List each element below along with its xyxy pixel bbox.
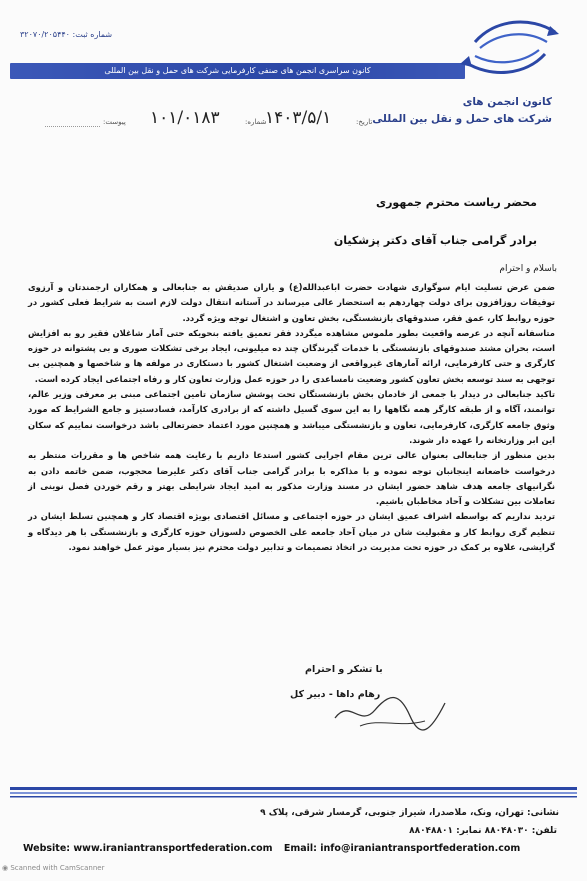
date-label: تاریخ: — [356, 118, 373, 126]
attachment-line — [45, 126, 100, 127]
header-band: کانون سراسری انجمن های صنفی کارفرمایی شرکت های حمل و نقل بین المللی — [10, 63, 465, 79]
body-paragraph-3: تاکید جنابعالی در دیدار با جمعی از خادمان بخش بازنشستگان تحت پوشش سازمان تامین اجتماعی مبنی بر معرفی وزیر عالم، توانمند، آگاه و از طبقه کارگر همه نگاهها را به این سوی گسیل داشته که از برادری کارآمد، فسادستیز و جامع الشرایط که مورد وثوق جامعه کارگری، کارفرمایی، تعاون و بازنشستگی میباشد و همچنین مورد اعتماد حضرتعالی باشد درخواست نماییم که سکان این ابر وزارتخانه را عهده دار شوند. — [28, 389, 555, 445]
camscanner-icon: ◉ — [2, 864, 11, 872]
footer-website[interactable]: Website: www.iraniantransportfederation.com — [23, 843, 273, 854]
date-value: ۱۴۰۳/۵/۱ — [265, 108, 332, 128]
org-name-line2: شرکت های حمل و نقل بین المللی — [372, 113, 552, 125]
scanner-text: Scanned with CamScanner — [10, 864, 105, 872]
federation-logo — [455, 14, 565, 84]
letter-body — [28, 280, 555, 555]
body-paragraph-2: متاسفانه آنچه در عرصه واقعیت بطور ملموس مشاهده میگردد فقر تعمیق یافته بنحویکه حتی آمار شاغلان فقیر رو به افزایش است، بحران مشتد صندوقهای بازنشستگی با خدمات گیرندگان چند ده میلیونی، ایجاد برخی تشکلات صوری و بی پشتوانه در حوزه کارگری و حتی کارفرمایی، ارائه آمارهای غیرواقعی از وضعیت اشتغال کشور با دستکاری در مولفه ها و شاخصها و همچنین بی توجهی به سند توسعه بخش تعاون کشور وضعیت نامساعدی را در حوزه عمل وزارت تعاون کار و رفاه اجتماعی ایجاد کرده است. — [28, 327, 555, 384]
footer-address: نشانی: تهران، ونک، ملاصدرا، شیراز جنوبی، گرمسار شرقی، پلاک ۹ — [260, 808, 559, 818]
addressee-title: محضر ریاست محترم جمهوری — [376, 196, 537, 209]
org-name-line1: کانون انجمن های — [462, 96, 552, 108]
signer-name: رهام داها - دبیر کل — [290, 689, 381, 700]
body-paragraph-5: تردید نداریم که بواسطه اشراف عمیق ایشان در حوزه اجتماعی و مسائل اقتصادی بویژه اقتصاد کار و همچنین تسلط ایشان در تنظیم گری روابط کار و مقبولیت شان در میان آحاد جامعه علی الخصوص دلسوزان حوزه کارگری و بازنشستگی با هر دیدگاه و گرایشی، علاوه بر کمک در حوزه تحت مدیریت در اتخاذ تصمیمات و تدابیر دولت محترم نیز بسیار موثر عمل خواهند نمود. — [28, 511, 555, 553]
footer-phone: تلفن: ۸۸۰۴۸۰۳۰ نمابر: ۸۸۰۴۸۸۰۱ — [409, 826, 557, 836]
body-paragraph-4: بدین منظور از جنابعالی بعنوان عالی ترین مقام اجرایی کشور استدعا داریم با رعایت همه شاخص ها و مقررات منتظر به درخواست خاضعانه اینجانبان توجه نموده و با مذاکره با برادر گرامی جناب آقای دکتر علیرضا محجوب، ضمن خاتمه دادن به نگرانیهای جامعه هدف شاهد حضور ایشان در مسند وزارت مذکور به امید ایجاد شرایطی بهتر و رقم خوردن فصل نوینی از تعاملات بین تشکلات و آحاد مخاطبان باشیم. — [28, 450, 555, 507]
footer-contact — [23, 843, 528, 854]
attachment-label: پیوست: — [103, 118, 126, 126]
closing: با تشکر و احترام — [305, 664, 383, 675]
footer-stripes — [10, 787, 577, 801]
number-label: شماره: — [245, 118, 267, 126]
letter-number: ۱۰۱/۰۱۸۳ — [150, 108, 220, 128]
addressee-name: برادر گرامی جناب آقای دکتر پزشکیان — [333, 234, 537, 247]
scanner-watermark — [2, 864, 105, 872]
greeting: باسلام و احترام — [499, 264, 557, 274]
registration-number: شماره ثبت: ۳۲۰۷۰/۲۰۵۴۴۰ — [20, 30, 113, 39]
footer-email[interactable]: Email: info@iraniantransportfederation.com — [283, 843, 521, 854]
signature-scribble — [330, 688, 450, 738]
body-paragraph-1: ضمن عرض تسلیت ایام سوگواری شهادت حضرت اباعبدالله(ع) و یاران صدیقش به جنابعالی و همکاران ارجمندتان و آرزوی توفیقات روزافزون برای دولت چهاردهم به استحضار عالی میرساند در آستانه انتقال دولت لازم است به شرایط فعلی کشور در حوزه روابط کار، عمق فقر، صندوقهای بازنشستگی، بخش تعاون و اشتغال توجه ویژه گردد. — [28, 282, 555, 323]
